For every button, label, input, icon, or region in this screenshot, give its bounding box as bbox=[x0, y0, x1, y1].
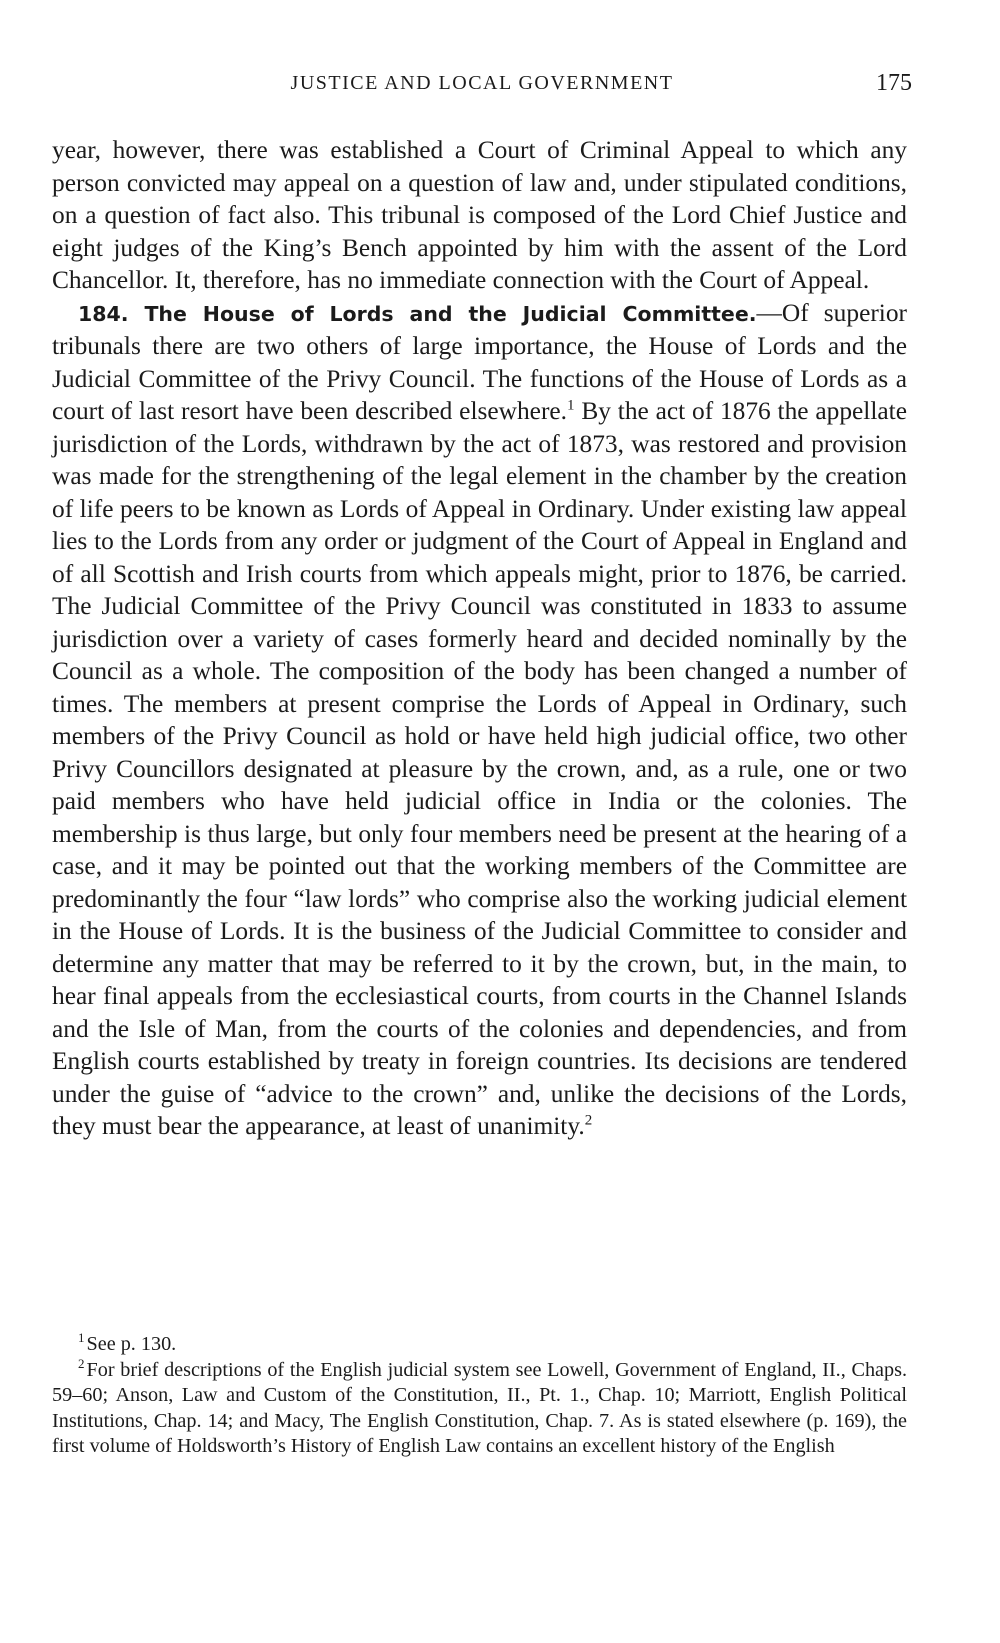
footnote-ref-1: 1 bbox=[567, 397, 575, 414]
footnote-2 bbox=[52, 1355, 907, 1460]
paragraph-text-part1: —Of superior tribunals there are two others of large importance, the House of Lords and the Judicial Committee of the Privy Council. The functions of the House of Lords as a court of last resort have been described elsewhere. bbox=[52, 298, 907, 425]
main-text bbox=[52, 134, 907, 1143]
footnotes bbox=[52, 1332, 907, 1460]
footnote-1 bbox=[52, 1332, 907, 1358]
footnote-ref-2: 2 bbox=[584, 1112, 593, 1129]
paragraph-text-part2: By the act of 1876 the appellate jurisdiction of the Lords, withdrawn by the act of 1873, was restored and provision was made for the strengthening of the legal element in the chamber by the creation of life peers to be known as Lords of Appeal in Ordinary. Under existing law appeal lies to the Lords from any order or judgment of the Court of Appeal in England and of all Scottish and Irish courts from which appeals might, prior to 1876, be carried. The Judicial Committee of the Privy Council was constituted in 1833 to assume jurisdiction over a variety of cases formerly heard and decided nominally by the Council as a whole. The composition of the body has been changed a number of times. The members at present comprise the Lords of Appeal in Ordinary, such members of the Privy Council as hold or have held high judicial office, two other Privy Councillors designated at pleasure by the crown, and, as a rule, one or two paid members who have held judicial office in India or the colonies. The membership is thus large, but only four members need be present at the hearing of a case, and it may be pointed out that the working members of the Committee are predominantly the four “law lords” who comprise also the working judicial element in the House of Lords. It is the business of the Judicial Committee to consider and determine any matter that may be referred to it by the crown, but, in the main, to hear final appeals from the ecclesiastical courts, from courts in the Channel Islands and the Isle of Man, from the courts of the colonies and dependencies, and from English courts established by treaty in foreign countries. Its decisions are tendered under the guise of “advice to the crown” and, unlike the decisions of the Lords, they must bear the appearance, at least of unanimity. bbox=[52, 397, 907, 1140]
page-number: 175 bbox=[876, 70, 912, 96]
footnote-text: See p. 130. bbox=[86, 1333, 177, 1355]
paragraph-section-184 bbox=[52, 297, 907, 1143]
footnote-marker: 1 bbox=[78, 1330, 85, 1346]
footnote-marker: 2 bbox=[78, 1355, 85, 1371]
running-header bbox=[52, 72, 912, 102]
footnote-text: For brief descriptions of the English judicial system see Lowell, Government of England, II., Chaps. 59–60; Anson, Law and Custom of the Constitution, II., Pt. 1., Chap. 10; Marriott, English Political Institutions, Chap. 14; and Macy, The English Constitution, Chap. 7. As is stated elsewhere (p. 169), the first volume of Holdsworth’s History of English Law contains an excellent history of the English bbox=[52, 1358, 907, 1458]
section-heading: 184. The House of Lords and the Judicial Committee. bbox=[78, 301, 757, 326]
paragraph-continued: year, however, there was established a Court of Criminal Appeal to which any person convicted may appeal on a question of law and, under stipulated conditions, on a question of fact also. This tribunal is composed of the Lord Chief Justice and eight judges of the King’s Bench appointed by him with the assent of the Lord Chancellor. It, therefore, has no immediate connection with the Court of Appeal. bbox=[52, 136, 907, 294]
running-title: JUSTICE AND LOCAL GOVERNMENT bbox=[290, 72, 674, 94]
